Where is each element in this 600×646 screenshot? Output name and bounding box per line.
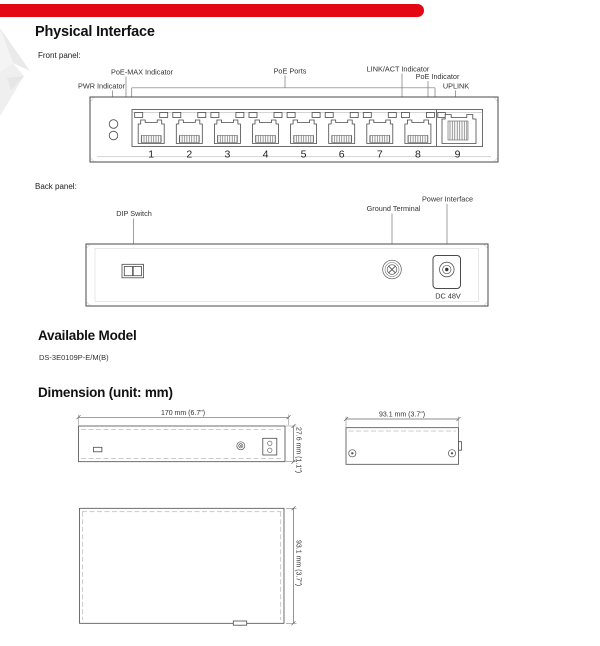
brand-red-bar [0, 4, 424, 17]
label-pwr-indicator: PWR Indicator [77, 81, 126, 91]
dim-side-tab [459, 442, 462, 451]
label-poe-ports: PoE Ports [273, 66, 307, 76]
port-number-9: 9 [454, 148, 461, 161]
port-number-5: 5 [300, 148, 307, 161]
front-panel-figure [55, 60, 525, 172]
section-title-dimension: Dimension (unit: mm) [38, 385, 173, 400]
back-panel-label: Back panel: [35, 182, 77, 191]
dimension-top-view [80, 506, 302, 625]
dim-side-label: 93.1 mm (3.7") [378, 411, 426, 419]
back-panel-chassis [86, 244, 488, 306]
port-number-1: 1 [148, 148, 155, 161]
section-title-physical-interface: Physical Interface [35, 24, 155, 40]
dim-height-label: 27.6 mm (1.1") [294, 427, 302, 474]
port-number-7: 7 [376, 148, 383, 161]
dim-power-connector [263, 438, 277, 455]
label-uplink: UPLINK [442, 81, 470, 91]
section-title-available-model: Available Model [38, 328, 137, 343]
dim-top-label: 93.1 mm (3.7") [294, 540, 302, 587]
power-interface [433, 256, 461, 289]
dimension-figures [55, 403, 480, 646]
label-ground-terminal: Ground Terminal [366, 204, 421, 213]
port-number-4: 4 [262, 148, 269, 161]
label-dc-48v: DC 48V [435, 291, 461, 301]
label-link-act-indicator: LINK/ACT Indicator [366, 64, 430, 74]
port-number-2: 2 [186, 148, 193, 161]
ground-terminal [383, 260, 402, 279]
dim-width-label: 170 mm (6.7") [160, 409, 206, 417]
pwr-led [109, 120, 118, 129]
dip-switch [122, 264, 144, 278]
dim-top-notch [233, 621, 246, 625]
dim-dip-switch [94, 447, 102, 452]
label-dip-switch: DIP Switch [116, 209, 152, 218]
port-number-8: 8 [414, 148, 421, 161]
dim-ground-screw [237, 442, 245, 450]
dimension-side-view [344, 412, 462, 465]
uplink-port [438, 113, 476, 144]
model-number: DS-3E0109P-E/M(B) [39, 353, 109, 362]
poe-max-led [109, 131, 118, 140]
dimension-back-view [77, 410, 302, 473]
port-number-6: 6 [338, 148, 345, 161]
label-power-interface: Power Interface [421, 194, 474, 204]
port-number-3: 3 [224, 148, 231, 161]
back-panel-figure [55, 180, 525, 315]
label-poe-max-indicator: PoE-MAX Indicator [110, 67, 174, 77]
front-panel-label: Front panel: [38, 51, 81, 60]
label-poe-indicator: PoE Indicator [415, 72, 460, 81]
watermark-logo [0, 26, 32, 118]
